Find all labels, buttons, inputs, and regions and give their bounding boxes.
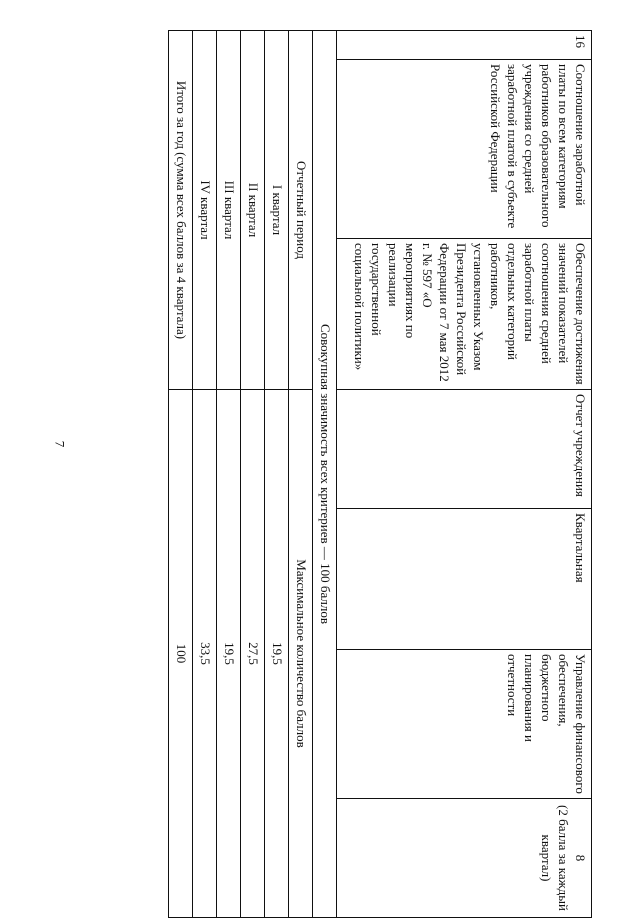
periodicity: Квартальная bbox=[337, 509, 592, 650]
max-score: 8 bbox=[573, 854, 588, 862]
rotated-table-page bbox=[72, 30, 592, 911]
row-number: 16 bbox=[337, 31, 592, 60]
data-source: Отчет учреждения bbox=[337, 390, 592, 509]
criterion-name: Соотношение заработной платы по всем категориям работников образовательного учреждения со средней заработной платой в субъекте Российской Федерации bbox=[337, 60, 592, 239]
total-significance-row bbox=[313, 31, 337, 918]
period-value: 33,5 bbox=[193, 390, 217, 918]
summary-row bbox=[241, 31, 265, 918]
criterion-goal: Обеспечение достижения значений показателей соотношения средней заработной платы отдельных категорий работников, установленных Указом Президента Российской Федерации от 7 мая 2012 г. № 597 «О мероприятиях по реализации государственной социальной политики» bbox=[337, 239, 592, 390]
criterion-row bbox=[337, 31, 592, 918]
max-points-header: Максимальное количество баллов bbox=[289, 390, 313, 918]
period-header: Отчетный период bbox=[289, 31, 313, 390]
total-significance: Совокупная значимость всех критериев — 100 баллов bbox=[313, 31, 337, 918]
period-label: II квартал bbox=[241, 31, 265, 390]
summary-header-row bbox=[289, 31, 313, 918]
responsible-unit: Управление финансового обеспечения, бюджетного планирования и отчетности bbox=[337, 650, 592, 799]
period-value: 27,5 bbox=[241, 390, 265, 918]
max-score-cell bbox=[337, 799, 592, 918]
summary-row bbox=[217, 31, 241, 918]
period-label: IV квартал bbox=[193, 31, 217, 390]
page-number: 7 bbox=[52, 440, 68, 448]
max-score-note: (2 балла за каждый квартал) bbox=[539, 805, 571, 911]
period-label: III квартал bbox=[217, 31, 241, 390]
summary-total-row bbox=[169, 31, 193, 918]
period-value: 19,5 bbox=[265, 390, 289, 918]
period-value: 19,5 bbox=[217, 390, 241, 918]
period-label: Итого за год (сумма всех баллов за 4 квартала) bbox=[169, 31, 193, 390]
period-label: I квартал bbox=[265, 31, 289, 390]
criteria-table bbox=[168, 30, 592, 918]
period-value: 100 bbox=[169, 390, 193, 918]
summary-row bbox=[265, 31, 289, 918]
summary-row bbox=[193, 31, 217, 918]
